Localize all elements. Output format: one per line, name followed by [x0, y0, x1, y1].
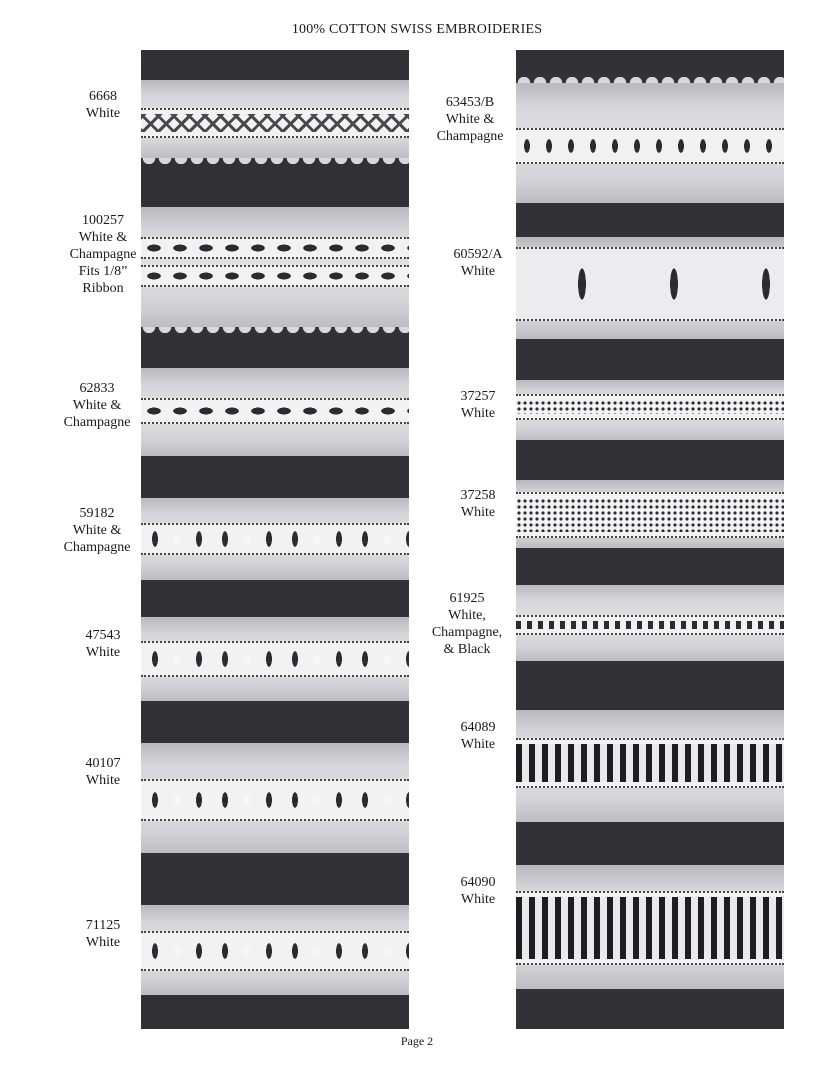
product-label-47543: 47543 White — [85, 628, 121, 660]
product-label-37257: 37257 White — [460, 389, 496, 421]
product-label-100257: 100257 White & Champagne Fits 1/8” Ribbon — [69, 213, 137, 296]
swatch-100257 — [141, 207, 409, 327]
product-label-40107: 40107 White — [85, 756, 121, 788]
swatch-59182 — [141, 498, 409, 580]
swatch-37258 — [516, 480, 784, 548]
product-label-62833: 62833 White & Champagne — [63, 381, 131, 430]
page-number: Page 2 — [400, 1034, 434, 1048]
product-label-61925: 61925 White, Champagne, & Black — [431, 591, 503, 657]
swatch-63453b — [516, 83, 784, 203]
swatch-64090 — [516, 865, 784, 989]
product-label-59182: 59182 White & Champagne — [63, 506, 131, 555]
product-label-6668: 6668 White — [85, 89, 121, 121]
swatch-47543 — [141, 617, 409, 701]
swatch-40107 — [141, 743, 409, 853]
product-label-71125: 71125 White — [85, 918, 121, 950]
swatch-6668 — [141, 80, 409, 158]
swatch-column-left — [141, 50, 409, 1029]
product-label-64089: 64089 White — [460, 720, 496, 752]
page-title: 100% COTTON SWISS EMBROIDERIES — [291, 22, 543, 37]
swatch-64089 — [516, 710, 784, 822]
swatch-62833 — [141, 368, 409, 456]
swatch-60592a — [516, 237, 784, 339]
product-label-37258: 37258 White — [460, 488, 496, 520]
swatch-61925 — [516, 585, 784, 661]
product-label-60592a: 60592/A White — [453, 247, 503, 279]
swatch-71125 — [141, 905, 409, 995]
product-label-64090: 64090 White — [460, 875, 496, 907]
swatch-column-right — [516, 50, 784, 1029]
swatch-37257 — [516, 380, 784, 440]
product-label-63453b: 63453/B White & Champagne — [436, 95, 504, 144]
